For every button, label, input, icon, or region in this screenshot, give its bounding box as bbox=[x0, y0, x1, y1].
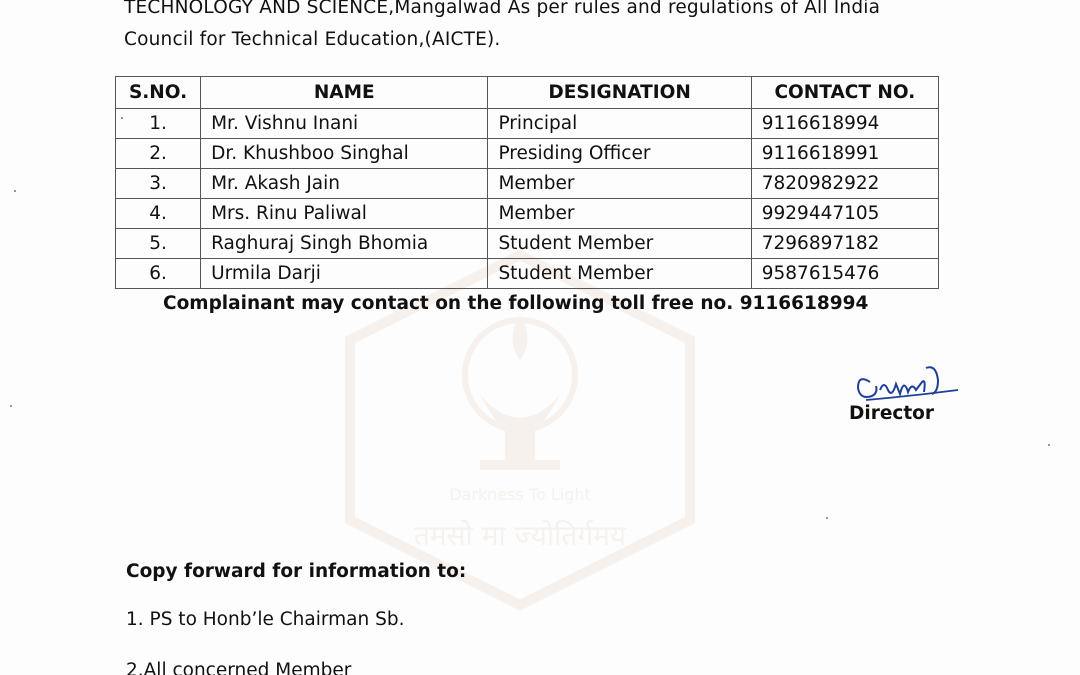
header-sno: S.NO. bbox=[116, 77, 201, 109]
table-row bbox=[116, 109, 939, 139]
cell-designation: Student Member bbox=[488, 229, 751, 259]
cell-sno: 5. bbox=[116, 229, 201, 259]
intro-line-2: Council for Technical Education,(AICTE). bbox=[124, 29, 501, 50]
header-contact: CONTACT NO. bbox=[751, 77, 938, 109]
tollfree-notice: Complainant may contact on the following toll free no. 9116618994 bbox=[163, 293, 869, 314]
committee-table bbox=[115, 76, 939, 289]
cell-sno: 3. bbox=[116, 169, 201, 199]
cell-sno: 4. bbox=[116, 199, 201, 229]
cell-name: Dr. Khushboo Singhal bbox=[201, 139, 488, 169]
cell-sno: 2. bbox=[116, 139, 201, 169]
watermark-motto-hi: तमसो मा ज्योतिर्गमय bbox=[413, 519, 627, 552]
table-row bbox=[116, 259, 939, 289]
scan-speck bbox=[826, 517, 828, 519]
cell-contact: 7296897182 bbox=[751, 229, 938, 259]
table-row bbox=[116, 139, 939, 169]
header-name: NAME bbox=[201, 77, 488, 109]
intro-line-1: TECHNOLOGY AND SCIENCE,Mangalwad As per rules and regulations of All India bbox=[124, 0, 881, 18]
scan-speck bbox=[121, 117, 123, 119]
copy-item: 1. PS to Honb’le Chairman Sb. bbox=[126, 609, 405, 630]
cell-contact: 9116618991 bbox=[751, 139, 938, 169]
cell-designation: Presiding Officer bbox=[488, 139, 751, 169]
cell-contact: 9587615476 bbox=[751, 259, 938, 289]
copy-forward-heading: Copy forward for information to: bbox=[126, 561, 467, 582]
watermark-motto-en: Darkness To Light bbox=[449, 485, 591, 504]
cell-contact: 9929447105 bbox=[751, 199, 938, 229]
cell-designation: Member bbox=[488, 199, 751, 229]
cell-contact: 9116618994 bbox=[751, 109, 938, 139]
signatory-title: Director bbox=[849, 403, 935, 424]
cell-name: Mr. Akash Jain bbox=[201, 169, 488, 199]
cell-sno: 6. bbox=[116, 259, 201, 289]
table-row bbox=[116, 169, 939, 199]
cell-contact: 7820982922 bbox=[751, 169, 938, 199]
cell-designation: Principal bbox=[488, 109, 751, 139]
scan-speck bbox=[14, 190, 16, 192]
scan-speck bbox=[1048, 444, 1050, 446]
table-row bbox=[116, 229, 939, 259]
cell-name: Raghuraj Singh Bhomia bbox=[201, 229, 488, 259]
cell-designation: Student Member bbox=[488, 259, 751, 289]
scan-speck bbox=[10, 405, 12, 407]
cell-name: Urmila Darji bbox=[201, 259, 488, 289]
cell-name: Mr. Vishnu Inani bbox=[201, 109, 488, 139]
intro-paragraph bbox=[124, 0, 930, 56]
cell-designation: Member bbox=[488, 169, 751, 199]
table-header-row bbox=[116, 77, 939, 109]
copy-item: 2.All concerned Member bbox=[126, 660, 352, 675]
cell-name: Mrs. Rinu Paliwal bbox=[201, 199, 488, 229]
header-designation: DESIGNATION bbox=[488, 77, 751, 109]
table-row bbox=[116, 199, 939, 229]
cell-sno: 1. bbox=[116, 109, 201, 139]
